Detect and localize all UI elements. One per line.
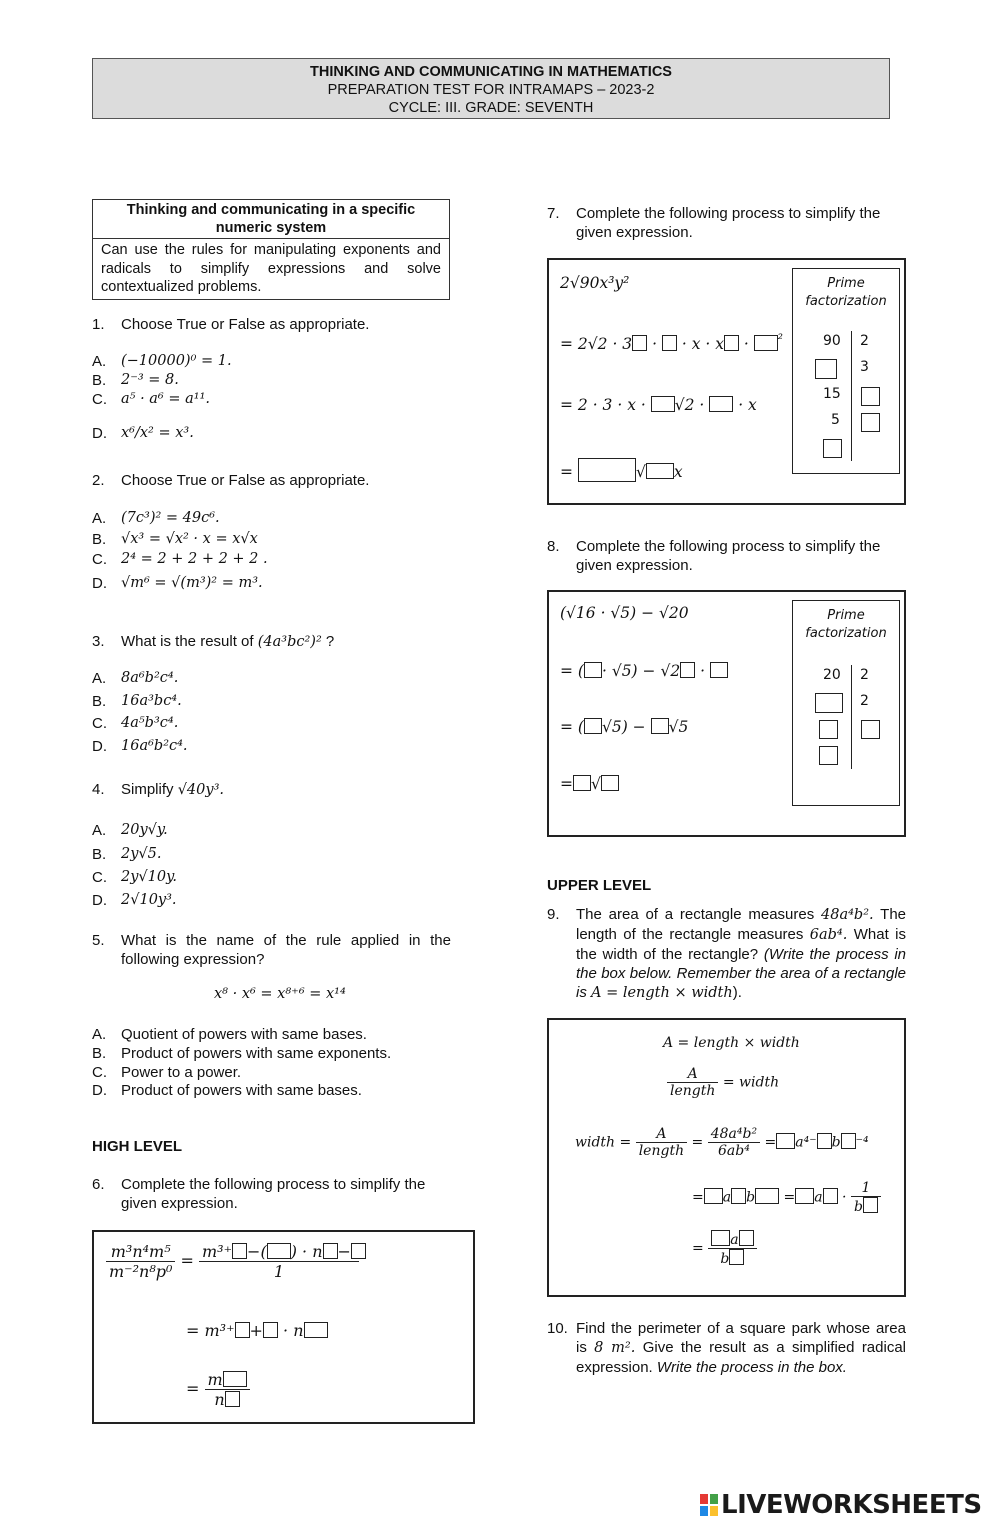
b4-equals: = — [692, 1189, 704, 1206]
option-letter: A. — [92, 353, 107, 370]
answer-box[interactable] — [819, 720, 838, 739]
option-letter: B. — [92, 693, 107, 710]
l4-variable: x — [673, 463, 683, 481]
option-letter: B. — [92, 1045, 107, 1062]
question-7 — [547, 204, 907, 244]
pf-left-value: 15 — [823, 386, 841, 402]
b4-dot: · — [837, 1189, 847, 1206]
q9-text-a: The area of a rectangle measures — [576, 906, 822, 923]
option-letter: C. — [92, 715, 107, 732]
pf-divider — [851, 665, 852, 769]
question-8 — [547, 537, 907, 577]
b3-numerator-2: 48a⁴b² — [708, 1126, 760, 1143]
q9-area: 48a⁴b². — [821, 907, 874, 923]
l3-part-a: = 2 · 3 · x · — [560, 396, 651, 414]
option-text: √x³ = √x² · x = x√x — [121, 531, 258, 547]
r1-part-c: ) — [290, 1242, 297, 1261]
b4-part-b: b — [746, 1189, 756, 1206]
b4-fraction-numerator: 1 — [851, 1180, 881, 1197]
lhs-denominator: m⁻²n⁸p⁰ — [109, 1262, 173, 1281]
answer-box[interactable] — [704, 1188, 723, 1204]
pf-title: Prime factorization — [805, 276, 887, 309]
pf-right-value: 2 — [860, 333, 869, 349]
question-expression: √40y³. — [177, 782, 224, 798]
option-text: 2⁴ = 2 + 2 + 2 + 2 . — [121, 551, 268, 567]
answer-box[interactable] — [578, 458, 636, 482]
q9-box-line-3 — [575, 1126, 869, 1159]
l4-equals: = — [560, 775, 573, 793]
answer-box[interactable] — [223, 1371, 247, 1387]
option-letter: C. — [92, 869, 107, 886]
answer-box[interactable] — [863, 1197, 878, 1213]
answer-box[interactable] — [651, 396, 675, 412]
b3-part-b: b — [831, 1134, 841, 1151]
question-text: Complete the following process to simplify the given expression. — [121, 1176, 426, 1212]
question-number: 9. — [547, 906, 560, 923]
r3-equals: = — [186, 1379, 200, 1398]
answer-box[interactable] — [267, 1243, 291, 1259]
r1-part-b: −( — [247, 1242, 267, 1261]
answer-box[interactable] — [815, 359, 837, 379]
answer-box[interactable] — [817, 1133, 832, 1149]
l4-radical: √ — [635, 463, 646, 481]
l3-part-c: √5 — [668, 718, 689, 736]
answer-box[interactable] — [710, 662, 728, 678]
question-number: 10. — [547, 1320, 568, 1337]
q9-work-box — [547, 1018, 906, 1297]
question-text: What is the result of — [121, 633, 254, 650]
r1-denominator: 1 — [273, 1262, 285, 1281]
pf-title: Prime factorization — [805, 608, 887, 641]
q10-area: 8 m². — [594, 1340, 636, 1356]
header-cycle: CYCLE: III. GRADE: SEVENTH — [388, 100, 594, 116]
question-number: 3. — [92, 633, 105, 650]
b4-part-c: a — [814, 1189, 823, 1206]
option-letter: A. — [92, 670, 107, 687]
l4-radical: √ — [591, 775, 601, 793]
option-letter: C. — [92, 1064, 107, 1081]
option-text: (7c³)² = 49c⁶. — [121, 510, 220, 526]
answer-box[interactable] — [646, 463, 674, 479]
r2-part-c: · n — [277, 1321, 304, 1340]
question-number: 4. — [92, 781, 105, 798]
option-letter: D. — [92, 738, 107, 755]
q8-prime-factorization — [792, 600, 900, 806]
pf-right-value: 2 — [860, 693, 869, 709]
question-number: 5. — [92, 932, 105, 949]
answer-box[interactable] — [861, 720, 880, 739]
option-text: (−10000)⁰ = 1. — [121, 353, 232, 369]
b3-equals: = — [691, 1134, 704, 1151]
answer-box[interactable] — [235, 1322, 250, 1338]
competence-description: Can use the rules for manipulating exponents and radicals to simplify expressions and solve contextualized problems. — [101, 242, 441, 295]
answer-box[interactable] — [601, 775, 619, 791]
question-9 — [547, 905, 907, 1005]
b3-lhs: width = — [575, 1134, 632, 1151]
l3-part-c: · x — [733, 396, 757, 414]
brand-name: LIVEWORKSHEETS — [721, 1490, 982, 1520]
answer-box[interactable] — [323, 1243, 338, 1259]
b3-denominator-2: 6ab⁴ — [718, 1143, 750, 1159]
option-text: 8a⁶b²c⁴. — [121, 670, 179, 686]
header-box — [92, 58, 890, 119]
answer-box[interactable] — [680, 662, 695, 678]
answer-box[interactable] — [841, 1133, 856, 1149]
option-letter: B. — [92, 531, 107, 548]
answer-box[interactable] — [709, 396, 733, 412]
option-letter: A. — [92, 1026, 107, 1043]
question-number: 1. — [92, 316, 105, 333]
q9-text-c: What is the width of the rectangle? — [576, 926, 906, 963]
answer-box[interactable] — [731, 1188, 746, 1204]
answer-box[interactable] — [754, 335, 778, 351]
pf-left-value: 90 — [823, 333, 841, 349]
option-text: Quotient of powers with same bases. — [121, 1026, 367, 1043]
q9-box-line-2 — [667, 1066, 779, 1099]
q8-line-4 — [560, 775, 619, 793]
b3-part-c: ⁻⁴ — [855, 1134, 869, 1151]
header-subtitle: PREPARATION TEST FOR INTRAMAPS – 2023-2 — [327, 82, 655, 98]
r1-part-d: · n — [296, 1242, 323, 1261]
question-text: Complete the following process to simplify the given expression. — [576, 538, 881, 574]
r2-part-a: = m³⁺ — [186, 1321, 235, 1340]
question-10 — [547, 1319, 907, 1399]
liveworksheets-icon — [700, 1494, 718, 1516]
answer-box[interactable] — [724, 335, 739, 351]
answer-box[interactable] — [232, 1243, 247, 1259]
l2-part-c: · — [695, 662, 710, 680]
answer-box[interactable] — [755, 1188, 779, 1204]
answer-box[interactable] — [351, 1243, 366, 1259]
l3-part-b: √2 · — [674, 396, 710, 414]
answer-box[interactable] — [739, 1230, 754, 1246]
answer-box[interactable] — [776, 1133, 795, 1149]
option-text: 2y√5. — [121, 846, 162, 862]
option-text: √m⁶ = √(m³)² = m³. — [121, 575, 263, 591]
q9-text-d: (Write the process in the box below. Remember the area of a rectangle is — [576, 946, 906, 1001]
q10-text-a: Find the perimeter of a square park whose area is — [576, 1320, 906, 1356]
b2-denominator: length — [670, 1083, 716, 1099]
option-text: x⁶/x² = x³. — [121, 425, 194, 441]
b5-denominator: b — [720, 1251, 730, 1267]
l2-exponent: ² — [777, 332, 783, 347]
r1-part-e: − — [337, 1242, 351, 1261]
answer-box[interactable] — [795, 1188, 814, 1204]
q9-box-line-4 — [692, 1180, 881, 1215]
pf-left-value: 5 — [831, 412, 840, 428]
b3-numerator-1: A — [636, 1126, 687, 1143]
q8-work-box — [547, 590, 906, 837]
option-text: 4a⁵b³c⁴. — [121, 715, 179, 731]
q9-formula: A = length × width — [591, 985, 733, 1001]
question-tail: ? — [321, 633, 335, 650]
q9-length: 6ab⁴. — [809, 927, 848, 943]
q7-line-4 — [560, 458, 683, 482]
answer-box[interactable] — [304, 1322, 328, 1338]
option-letter: D. — [92, 1082, 107, 1099]
question-number: 8. — [547, 538, 560, 555]
answer-box[interactable] — [815, 693, 843, 713]
r1-part-a: m³⁺ — [202, 1242, 233, 1261]
q8-line-2 — [560, 662, 728, 680]
option-text: 2√10y³. — [121, 892, 177, 908]
l4-equals: = — [560, 463, 573, 481]
option-text: Product of powers with same exponents. — [121, 1045, 392, 1062]
option-text: a⁵ · a⁶ = a¹¹. — [121, 391, 210, 407]
liveworksheets-logo — [700, 1490, 982, 1520]
r3-numerator: m — [207, 1370, 223, 1389]
l2-part-b: · — [647, 335, 662, 354]
b3-equals-2: = — [764, 1134, 777, 1151]
b5-numerator: a — [730, 1232, 739, 1248]
option-letter: A. — [92, 510, 107, 527]
r3-denominator: n — [214, 1390, 225, 1409]
q10-text-c: Write the process in the box. — [656, 1359, 847, 1376]
pf-right-value: 3 — [860, 359, 869, 375]
pf-right-value: 2 — [860, 667, 869, 683]
answer-box[interactable] — [573, 775, 591, 791]
option-letter: C. — [92, 551, 107, 568]
answer-box[interactable] — [225, 1391, 240, 1407]
option-text: 16a⁶b²c⁴. — [121, 738, 188, 754]
l2-part-a: = 2√2 · 3 — [560, 335, 633, 354]
option-text: 16a³bc⁴. — [121, 693, 182, 709]
answer-box[interactable] — [263, 1322, 278, 1338]
answer-box[interactable] — [651, 718, 669, 734]
answer-box[interactable] — [819, 746, 838, 765]
l2-part-a: = ( — [560, 662, 584, 680]
upper-level-heading: UPPER LEVEL — [547, 877, 652, 894]
question-number: 2. — [92, 472, 105, 489]
answer-box[interactable] — [823, 1188, 838, 1204]
competence-title: Thinking and communicating in a specific numeric system — [93, 200, 449, 239]
pf-divider — [851, 331, 852, 461]
q9-box-line-5 — [692, 1230, 757, 1267]
q7-line-2 — [560, 332, 783, 353]
l2-part-c: · x · x — [676, 335, 724, 354]
header-title: THINKING AND COMMUNICATING IN MATHEMATICS — [310, 64, 672, 80]
question-5 — [92, 931, 452, 971]
q10-text-b: Give the result as a simplified radical expression. — [576, 1339, 906, 1376]
q7-line-1: 2√90x³y² — [560, 274, 630, 292]
q6-work-box: $\frac{\text{m³n⁴m⁵}}{\text{m⁻²n⁸p⁰}}$ = $\frac{\text{m³⁺ −( ) · n −}}{1}$ = m³⁺ + · n = $\frac{m}{n}$ — [92, 1230, 475, 1424]
answer-box[interactable] — [861, 387, 880, 406]
answer-box[interactable] — [711, 1230, 730, 1246]
option-letter: D. — [92, 425, 107, 442]
question-text: Choose True or False as appropriate. — [121, 472, 370, 489]
q9-text-b: The length of the rectangle measures — [576, 906, 907, 943]
question-number: 6. — [92, 1176, 105, 1193]
q7-prime-factorization — [792, 268, 900, 474]
question-6 — [92, 1175, 452, 1215]
pf-left-value: 20 — [823, 667, 841, 683]
b5-equals: = — [692, 1240, 704, 1257]
l2-part-d: · — [739, 335, 754, 354]
r2-part-b: + — [249, 1321, 263, 1340]
b3-denominator-1: length — [638, 1143, 685, 1159]
question-text: Complete the following process to simplify the given expression. — [576, 205, 881, 241]
b4-fraction-denominator: b — [853, 1199, 863, 1215]
b2-rhs: = width — [722, 1074, 780, 1091]
option-text: 20y√y. — [121, 822, 168, 838]
b2-numerator: A — [667, 1066, 718, 1083]
option-letter: A. — [92, 822, 107, 839]
option-letter: D. — [92, 892, 107, 909]
answer-box[interactable] — [584, 718, 602, 734]
b4-part-a: a — [722, 1189, 732, 1206]
answer-box[interactable] — [861, 413, 880, 432]
question-text: Simplify — [121, 781, 174, 798]
option-letter: D. — [92, 575, 107, 592]
question-text: Choose True or False as appropriate. — [121, 316, 370, 333]
answer-box[interactable] — [823, 439, 842, 458]
option-text: Product of powers with same bases. — [121, 1082, 362, 1099]
option-text: 2y√10y. — [121, 869, 177, 885]
q9-box-line-1: A = length × width — [663, 1035, 800, 1051]
high-level-heading: HIGH LEVEL — [92, 1138, 183, 1155]
answer-box[interactable] — [729, 1249, 744, 1265]
b4-equals-2: = — [783, 1189, 796, 1206]
l3-part-a: = ( — [560, 718, 584, 736]
competence-box — [92, 199, 450, 300]
option-text: Power to a power. — [121, 1064, 242, 1081]
question-text: What is the name of the rule applied in the following expression? — [121, 932, 451, 968]
q8-line-3 — [560, 718, 688, 736]
l2-part-b: · √5) − √2 — [601, 662, 681, 680]
option-letter: B. — [92, 372, 107, 389]
answer-box[interactable] — [584, 662, 602, 678]
question-number: 7. — [547, 205, 560, 222]
q7-work-box — [547, 258, 906, 505]
option-letter: C. — [92, 391, 107, 408]
b3-part-a: a⁴⁻ — [795, 1134, 817, 1151]
option-text: 2⁻³ = 8. — [121, 372, 179, 388]
lhs-numerator: m³n⁴m⁵ — [106, 1242, 175, 1262]
answer-box[interactable] — [632, 335, 647, 351]
l3-part-b: √5) − — [601, 718, 651, 736]
question-expression: (4a³bc²)² — [257, 634, 322, 650]
answer-box[interactable] — [662, 335, 677, 351]
q8-line-1: (√16 · √5) − √20 — [560, 604, 689, 622]
q9-text-e: ). — [732, 984, 742, 1001]
q5-expression: x⁸ · x⁶ = x⁸⁺⁶ = x¹⁴ — [214, 986, 346, 1002]
q7-line-3 — [560, 396, 757, 414]
option-letter: B. — [92, 846, 107, 863]
